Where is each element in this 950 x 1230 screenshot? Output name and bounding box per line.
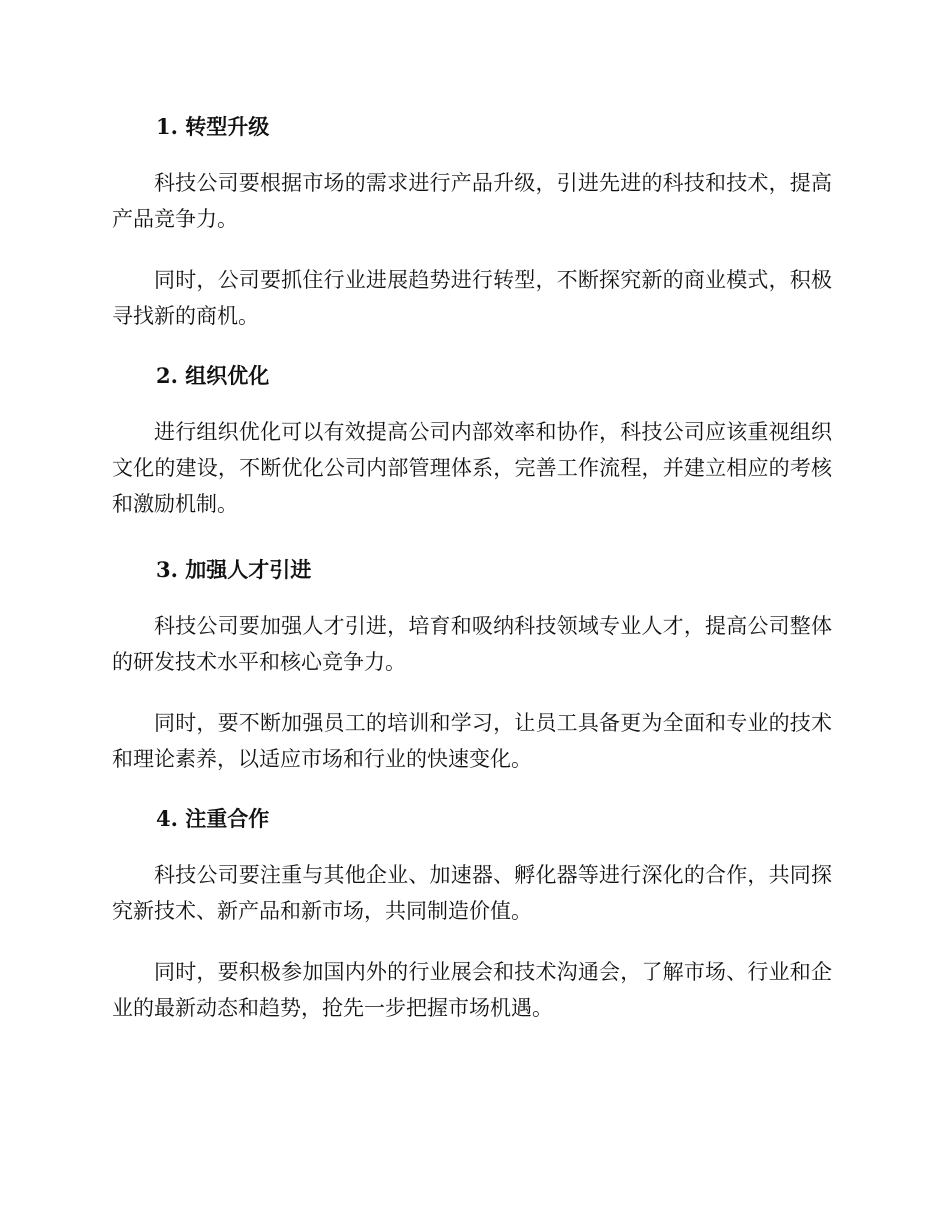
section-heading: 4. 注重合作: [156, 806, 270, 831]
paragraph: 科技公司要注重与其他企业、加速器、孵化器等进行深化的合作，共同探究新技术、新产品和新市场，共同制造价值。: [112, 863, 832, 923]
paragraph: 进行组织优化可以有效提高公司内部效率和协作，科技公司应该重视组织文化的建设，不断优化公司内部管理体系，完善工作流程，并建立相应的考核和激励机制。: [112, 420, 832, 516]
section-heading: 3. 加强人才引进: [156, 557, 312, 582]
paragraph: 同时，要不断加强员工的培训和学习，让员工具备更为全面和专业的技术和理论素养，以适应市场和行业的快速变化。: [112, 711, 832, 771]
paragraph: 同时，公司要抓住行业进展趋势进行转型，不断探究新的商业模式，积极寻找新的商机。: [112, 268, 832, 328]
paragraph: 科技公司要加强人才引进，培育和吸纳科技领域专业人才，提高公司整体的研发技术水平和核心竞争力。: [112, 614, 832, 674]
paragraph: 科技公司要根据市场的需求进行产品升级，引进先进的科技和技术，提高产品竞争力。: [112, 171, 832, 231]
section-heading: 2. 组织优化: [156, 363, 270, 388]
section-heading: 1. 转型升级: [156, 114, 270, 139]
paragraph: 同时，要积极参加国内外的行业展会和技术沟通会，了解市场、行业和企业的最新动态和趋势，抢先一步把握市场机遇。: [112, 960, 832, 1020]
